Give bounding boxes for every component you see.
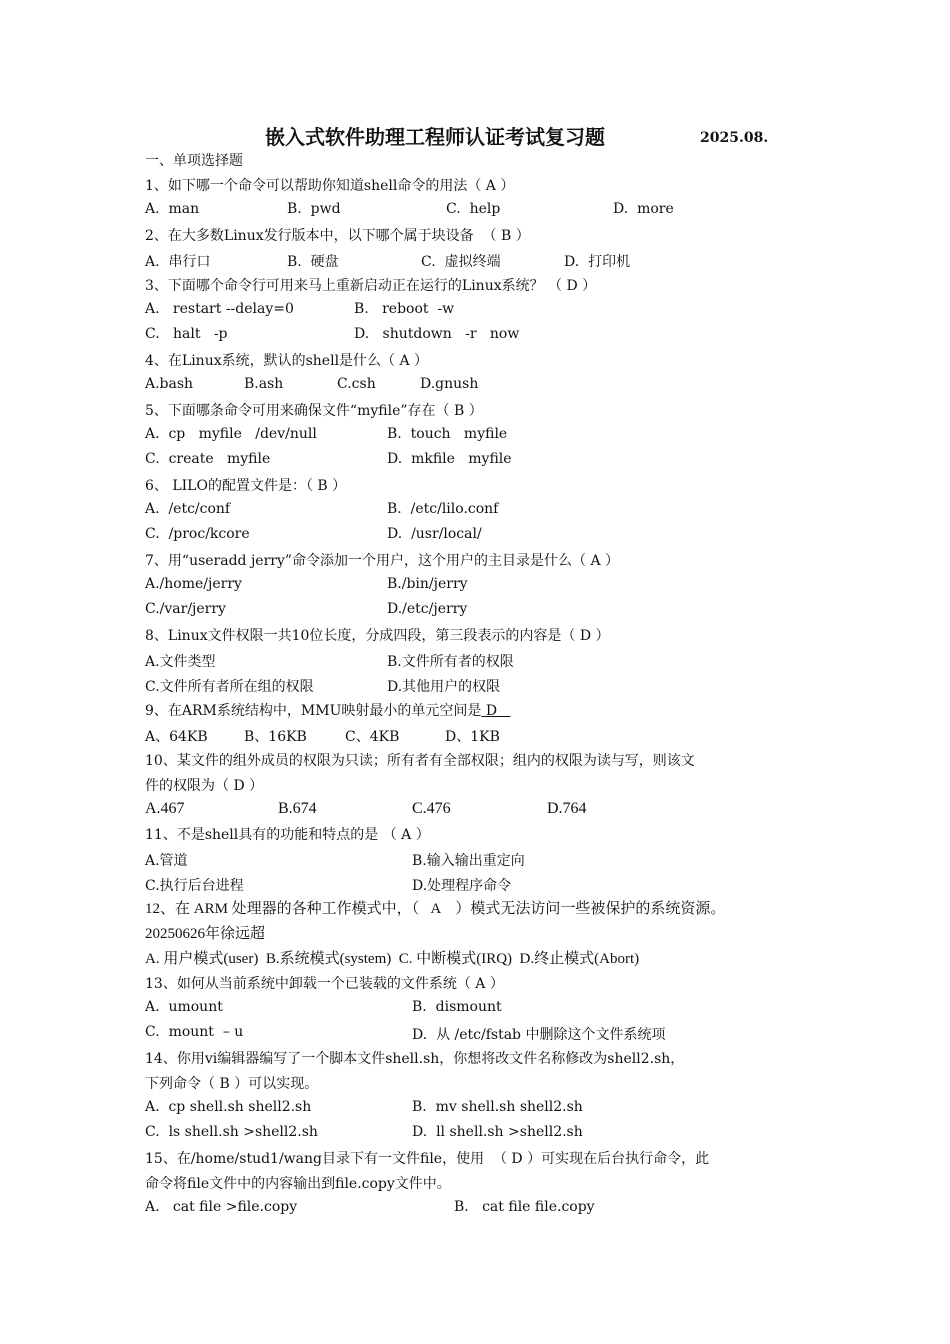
q5-option-b: B. touch myfile	[387, 426, 508, 442]
q4-option-d: D.gnush	[420, 376, 479, 392]
q10-option-a: A.467	[145, 800, 185, 817]
q8-option-d: D.其他用户的权限	[387, 679, 501, 695]
q5-option-d: D. mkfile myfile	[387, 451, 512, 467]
question-12-line-2: 20250626年徐远超	[145, 926, 266, 942]
q3-option-b: B. reboot -w	[354, 301, 455, 317]
question-5: 5、下面哪条命令可用来确保文件“myfile”存在（ B ）	[145, 403, 483, 419]
q13-option-b: B. dismount	[412, 999, 502, 1015]
q1-option-d: D. more	[613, 201, 674, 217]
q7-option-b: B./bin/jerry	[387, 576, 468, 592]
q4-option-b: B.ash	[244, 376, 284, 392]
question-14-line-1: 14、你用vi编辑器编写了一个脚本文件shell.sh，你想将改文件名称修改为shell2.sh，	[145, 1051, 685, 1067]
question-6: 6、 LILO的配置文件是：（ B ）	[145, 478, 347, 494]
q8-option-a: A.文件类型	[145, 654, 216, 670]
q14-option-a: A. cp shell.sh shell2.sh	[145, 1099, 312, 1115]
q3-option-c: C. halt -p	[145, 326, 228, 342]
question-12-line-1: 12、在 ARM 处理器的各种工作模式中，（ A ）模式无法访问一些被保护的系统资源。	[145, 901, 726, 917]
q6-option-d: D. /usr/local/	[387, 526, 482, 542]
q6-option-b: B. /etc/lilo.conf	[387, 501, 499, 517]
q2-option-a: A. 串行口	[145, 254, 211, 270]
q2-option-d: D. 打印机	[564, 254, 631, 270]
question-9	[145, 701, 510, 721]
question-11: 11、不是shell具有的功能和特点的是 （ A ）	[145, 827, 430, 843]
q8-option-c: C.文件所有者所在组的权限	[145, 679, 314, 695]
q14-option-c: C. ls shell.sh >shell2.sh	[145, 1124, 318, 1140]
q13-option-a: A. umount	[145, 999, 223, 1015]
q9-option-c: C、4KB	[345, 729, 400, 745]
q10-option-b: B.674	[278, 800, 317, 817]
question-14-line-2: 下列命令（ B ）可以实现。	[145, 1076, 319, 1092]
q3-option-d: D. shutdown -r now	[354, 326, 520, 342]
question-4: 4、在Linux系统，默认的shell是什么（ A ）	[145, 353, 429, 369]
q14-option-b: B. mv shell.sh shell2.sh	[412, 1099, 583, 1115]
document-title: 嵌入式软件助理工程师认证考试复习题	[265, 125, 605, 149]
question-1: 1、如下哪一个命令可以帮助你知道shell命令的用法（ A ）	[145, 178, 515, 194]
q7-option-c: C./var/jerry	[145, 601, 226, 617]
q13-option-d: D. 从 /etc/fstab 中删除这个文件系统项	[412, 1027, 666, 1043]
q7-option-d: D./etc/jerry	[387, 601, 468, 617]
q15-option-b: B. cat file file.copy	[454, 1199, 595, 1215]
q7-option-a: A./home/jerry	[145, 576, 242, 592]
question-3: 3、下面哪个命令行可用来马上重新启动正在运行的Linux系统？ （ D ）	[145, 278, 597, 294]
question-8: 8、Linux文件权限一共10位长度，分成四段，第三段表示的内容是（ D ）	[145, 628, 610, 644]
q5-option-c: C. create myfile	[145, 451, 271, 467]
question-9-text: 9、在ARM系统结构中，MMU映射最小的单元空间是	[145, 703, 482, 719]
q9-option-d: D、1KB	[445, 729, 500, 745]
question-9-answer: D	[481, 703, 511, 719]
question-13: 13、如何从当前系统中卸载一个已装载的文件系统（ A ）	[145, 976, 504, 992]
q1-option-a: A. man	[145, 201, 200, 217]
q5-option-a: A. cp myfile /dev/null	[145, 426, 317, 442]
question-2: 2、在大多数Linux发行版本中，以下哪个属于块设备 （ B ）	[145, 228, 530, 244]
q11-option-a: A.管道	[145, 853, 188, 869]
q4-option-c: C.csh	[337, 376, 376, 392]
question-15-line-2: 命令将file文件中的内容输出到file.copy文件中。	[145, 1176, 451, 1192]
q6-option-a: A. /etc/conf	[145, 501, 231, 517]
q15-option-a: A. cat file >file.copy	[145, 1199, 298, 1215]
q14-option-d: D. ll shell.sh >shell2.sh	[412, 1124, 583, 1140]
question-7: 7、用“useradd jerry”命令添加一个用户，这个用户的主目录是什么（ A ）	[145, 553, 620, 569]
q8-option-b: B.文件所有者的权限	[387, 654, 514, 670]
q6-option-c: C. /proc/kcore	[145, 526, 250, 542]
q13-option-c: C. mount – u	[145, 1024, 244, 1040]
q9-option-b: B、16KB	[244, 729, 307, 745]
q9-option-a: A、64KB	[145, 729, 208, 745]
document-date: 2025.08.	[700, 130, 769, 146]
q10-option-d: D.764	[547, 800, 587, 817]
q12-options: A. 用户模式(user) B.系统模式(system) C. 中断模式(IRQ) D.终止模式(Abort)	[145, 951, 640, 967]
q11-option-c: C.执行后台进程	[145, 878, 244, 894]
q1-option-b: B. pwd	[287, 201, 341, 217]
q11-option-d: D.处理程序命令	[412, 878, 512, 894]
q2-option-b: B. 硬盘	[287, 254, 339, 270]
q11-option-b: B.输入输出重定向	[412, 853, 525, 869]
question-10-line-1: 10、某文件的组外成员的权限为只读；所有者有全部权限；组内的权限为读与写，则该文	[145, 753, 695, 769]
q1-option-c: C. help	[446, 201, 501, 217]
q3-option-a: A. restart --delay=0	[145, 301, 294, 317]
q10-option-c: C.476	[412, 800, 451, 817]
q2-option-c: C. 虚拟终端	[421, 254, 501, 270]
question-15-line-1: 15、在/home/stud1/wang目录下有一文件file，使用 （ D ）可实现在后台执行命令，此	[145, 1151, 710, 1167]
q4-option-a: A.bash	[145, 376, 194, 392]
question-10-line-2: 件的权限为（ D ）	[145, 778, 264, 794]
section-heading: 一、单项选择题	[145, 153, 243, 169]
